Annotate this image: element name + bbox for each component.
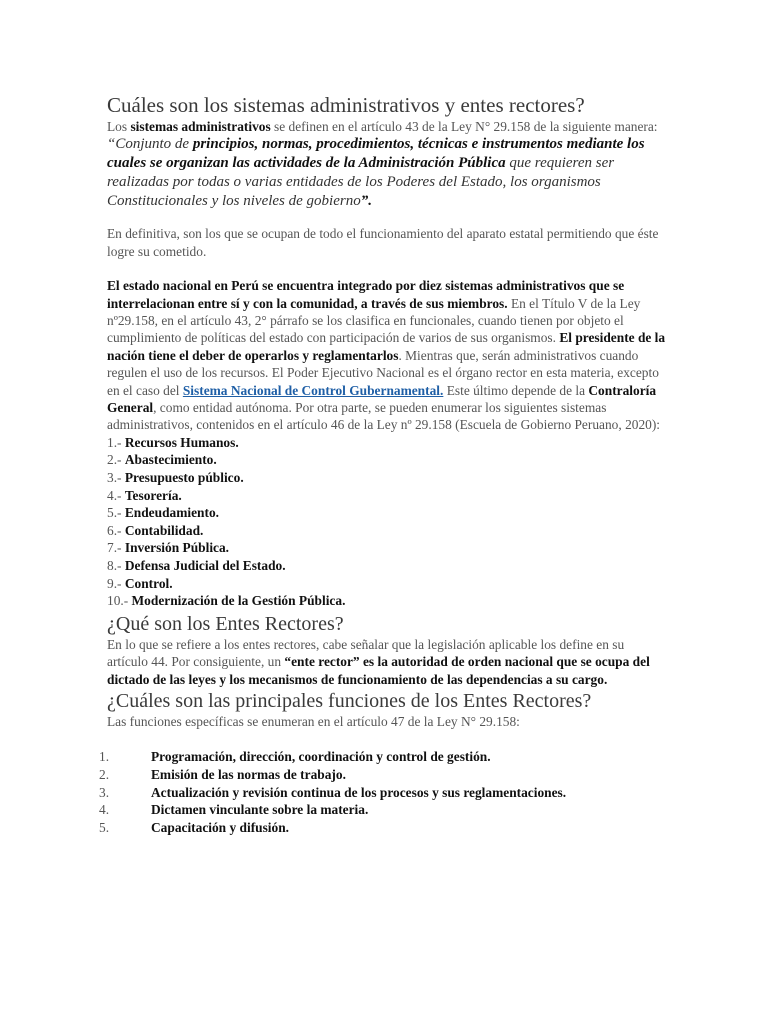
functions-list [99,748,667,836]
funciones-intro: Las funciones específicas se enumeran en el artículo 47 de la Ley N° 29.158: [107,714,520,730]
list-item: 4.- Tesorería. [107,487,182,503]
list-item: 2.- Abastecimiento. [107,452,217,468]
entes-heading: ¿Qué son los Entes Rectores? [107,612,344,635]
list-item: 3. Actualización y revisión continua de los procesos y sus reglamentaciones. [99,784,567,800]
list-item: 9.- Control. [107,575,173,591]
list-item: 7.- Inversión Pública. [107,540,230,556]
list-item: 6.- Contabilidad. [107,522,204,538]
summary-paragraph: En definitiva, son los que se ocupan de todo el funcionamiento del aparato estatal permitiendo que éste logre su cometido. [107,226,659,259]
funciones-heading: ¿Cuáles son las principales funciones de los Entes Rectores? [107,690,592,713]
list-item: 4. Dictamen vinculante sobre la materia. [99,802,369,818]
document-content [99,92,667,836]
list-item: 10.- Modernización de la Gestión Pública. [107,593,346,609]
definition-quote: “Conjunto de principios, normas, procedimientos, técnicas e instrumentos mediante los cuales se organizan las actividades de la Administración Pública que requieren ser realizadas por todas o varias entidades de los Poderes del Estado, los organismos Constitucionales y los niveles de gobierno”. [107,136,645,210]
page-title: Cuáles son los sistemas administrativos y entes rectores? [107,93,585,117]
list-item: 5. Capacitación y difusión. [99,819,290,835]
list-item: 1.- Recursos Humanos. [107,434,239,450]
list-item: 2. Emisión de las normas de trabajo. [99,767,346,783]
list-item: 1. Programación, dirección, coordinación y control de gestión. [99,749,491,765]
list-item: 3.- Presupuesto público. [107,470,244,486]
list-item: 8.- Defensa Judicial del Estado. [107,558,286,574]
systems-list [107,434,667,610]
definition-paragraph: Los sistemas administrativos se definen en el artículo 43 de la Ley N° 29.158 de la siguiente manera: [107,119,658,134]
entes-paragraph: En lo que se refiere a los entes rectores, cabe señalar que la legislación aplicable los define en su artículo 44. Por consiguiente, un “ente rector” es la autoridad de orden nacional que se ocupa del dictado de las leyes y los mecanismos de funcionamiento de las dependencias a su cargo. [107,636,650,687]
control-system-link[interactable]: Sistema Nacional de Control Gubernamental. [182,382,444,398]
list-item: 5.- Endeudamiento. [107,505,219,521]
definition-term: sistemas administrativos [130,119,271,134]
estado-paragraph: El estado nacional en Perú se encuentra integrado por diez sistemas administrativos que se interrelacionan entre sí y con la comunidad, a través de sus miembros. En el Título V de la Ley nº29.158, en el artículo 43, 2° párrafo se los clasifica en funcionales, cuando tienen por objeto el cumplimiento de políticas del estado con participación de varios de sus organismos. El presidente de la nación tiene el deber de operarlos y reglamentarlos. Mientras que, serán administrativos cuando regulen el uso de los recursos. El Poder Ejecutivo Nacional es el órgano rector en esta materia, excepto en el caso del Sistema Nacional de Control Gubernamental. Este último depende de la Contraloría General, como entidad autónoma. Por otra parte, se pueden enumerar los siguientes sistemas administrativos, contenidos en el artículo 46 de la Ley nº 29.158 (Escuela de Gobierno Peruano, 2020): [107,278,666,433]
